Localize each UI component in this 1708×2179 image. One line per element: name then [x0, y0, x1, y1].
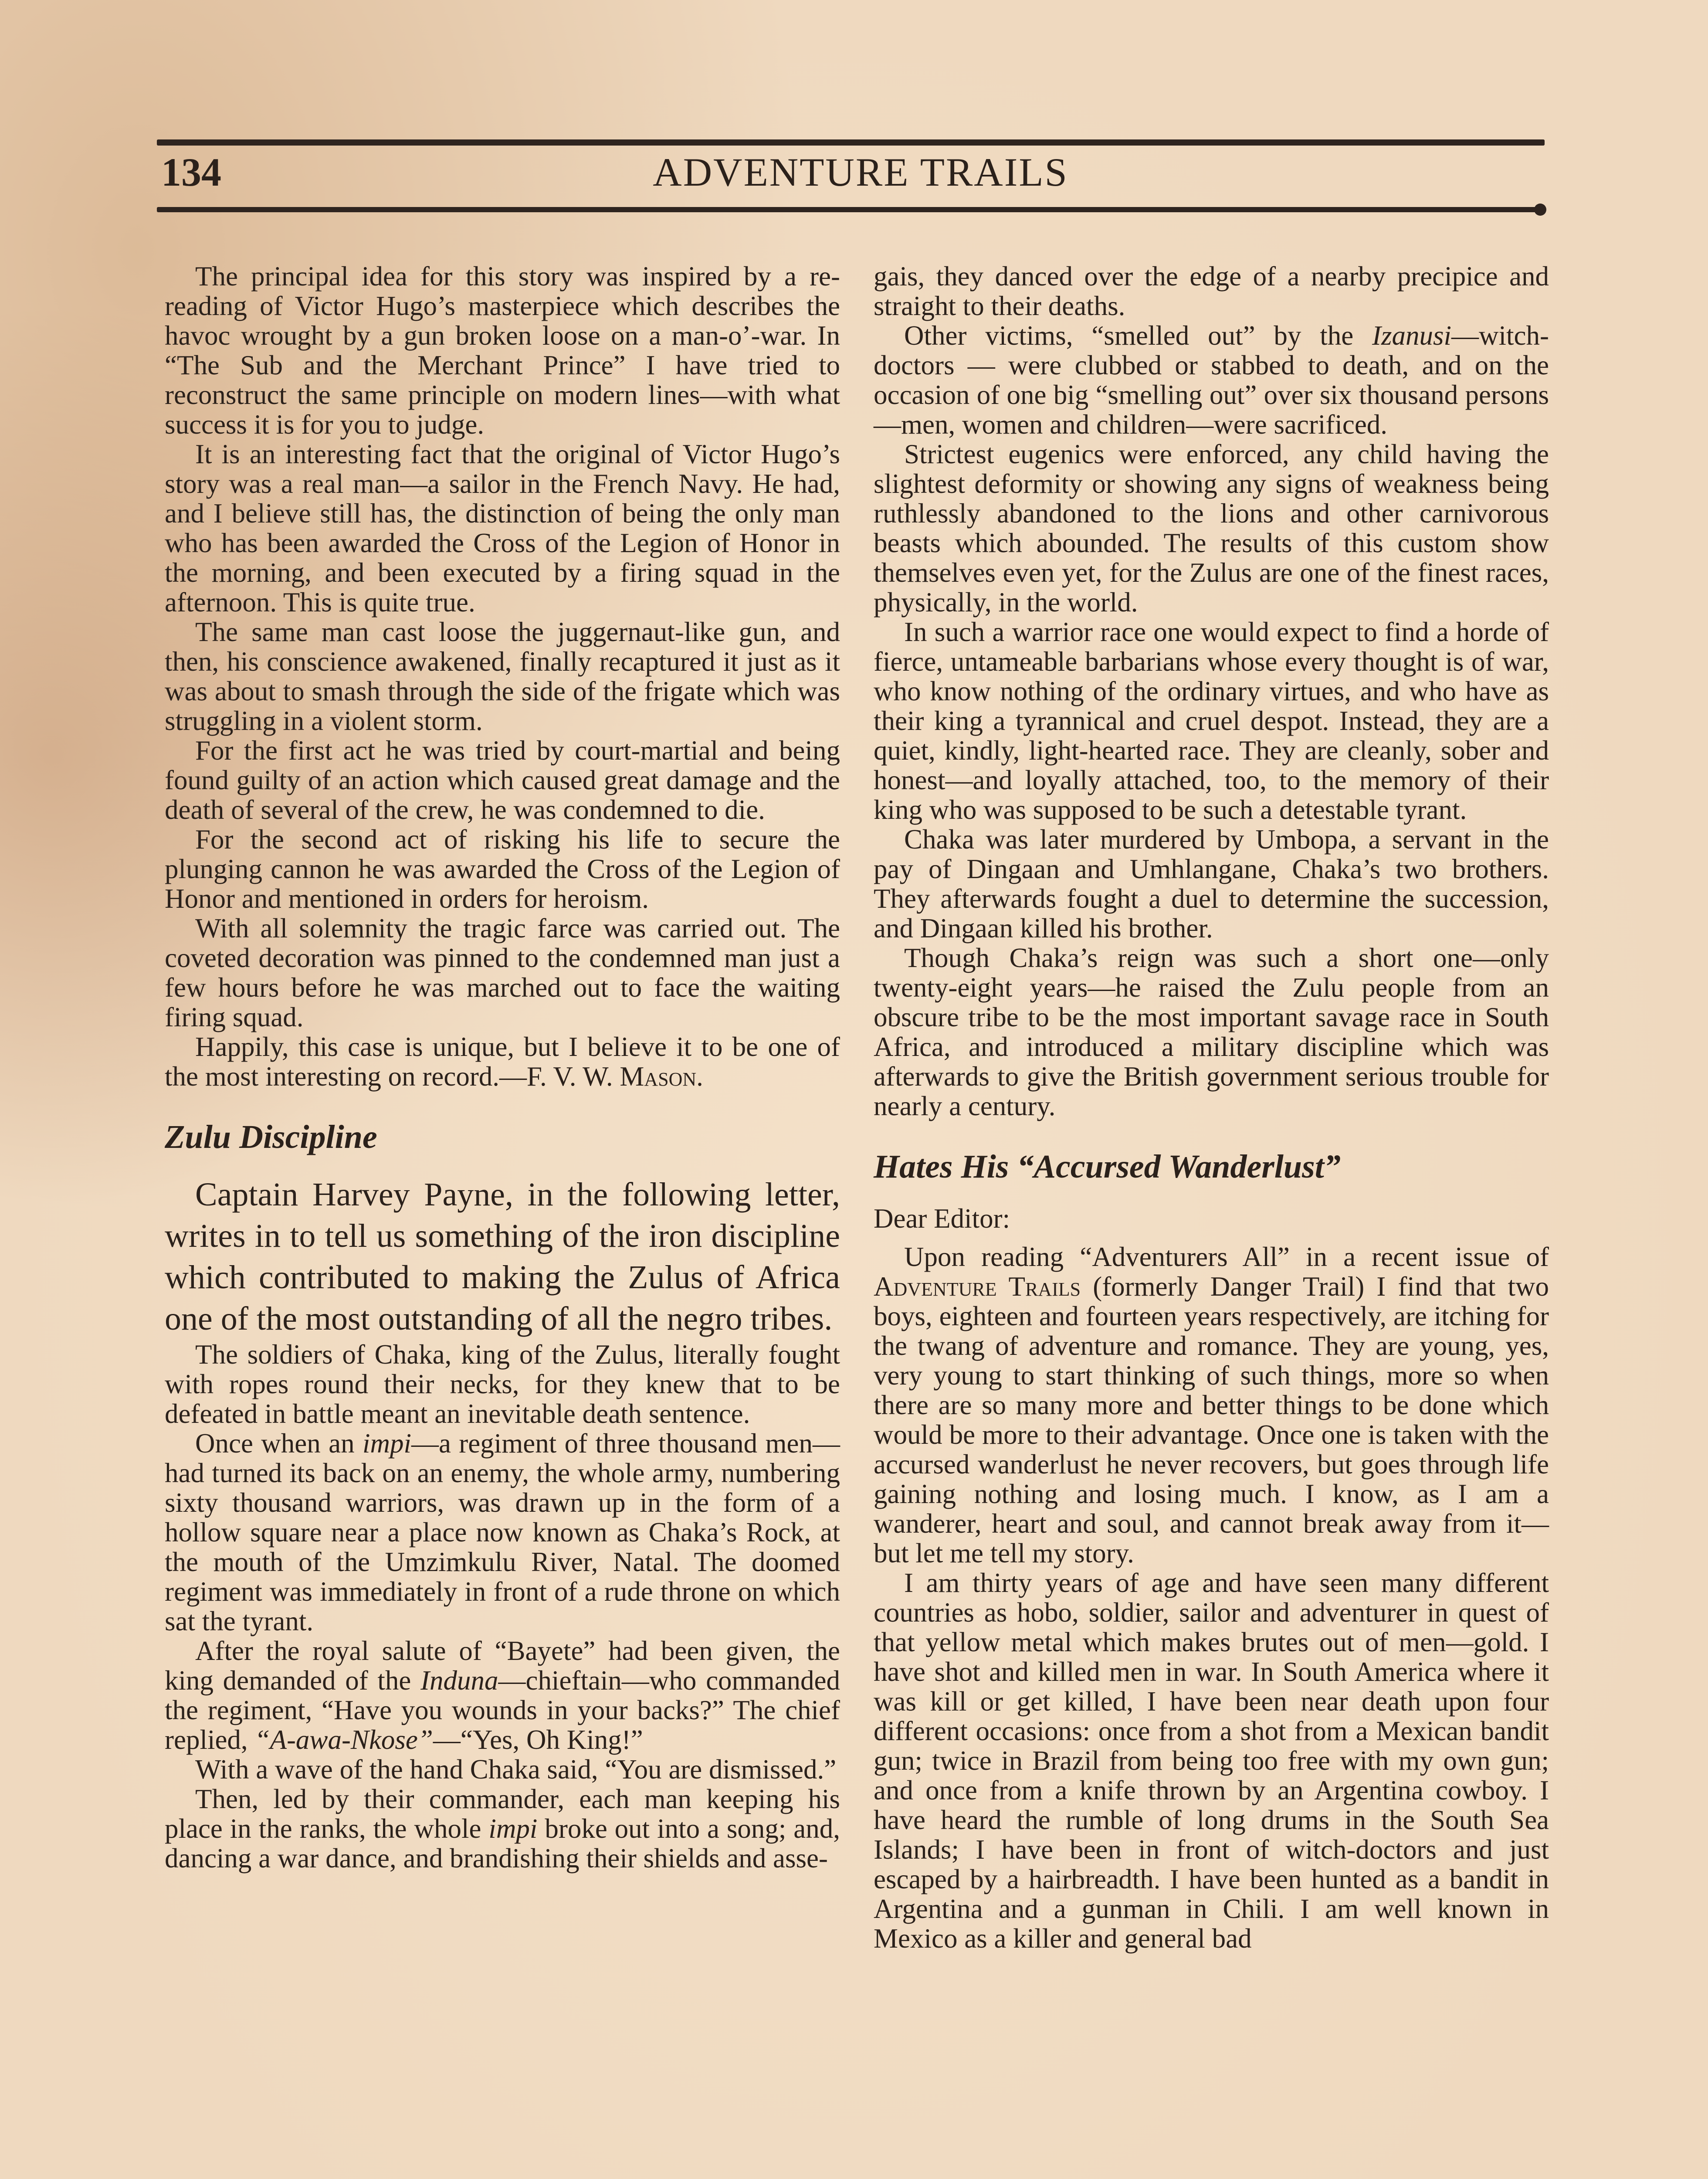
- paragraph: I am thirty years of age and have seen many different countries as hobo, soldier, sailor and adventurer in quest of that yellow metal which makes brutes out of men—gold. I have shot and killed men in war. In South America where it was kill or get killed, I have been near death upon four different occasions: once from a shot from a Mexican bandit gun; twice in Brazil from being too free with my own gun; and once from a knife thrown by an Argentina cowboy. I have heard the rumble of long drums in the South Sea Islands; I have been in front of witch-doctors and just escaped by a hairbreadth. I have been hunted as a bandit in Argentina and a gunman in Chili. I am well known in Mexico as a killer and general bad: [874, 1568, 1549, 1954]
- text-run: Other victims, “smelled out” by the: [904, 320, 1372, 351]
- text-run: —chieftain—who commanded the regiment, “Have you wounds in your backs?” The chief replied,: [165, 1665, 840, 1755]
- header-rule-bottom: [157, 207, 1545, 212]
- paragraph: The principal idea for this story was inspired by a re-reading of Victor Hugo’s masterpiece which describes the havoc wrought by a gun broken loose on a man-o’-war. In “The Sub and the Merchant Prince” I have tried to reconstruct the same principle on modern lines—with what success it is for you to judge.: [165, 261, 840, 440]
- running-head: ADVENTURE TRAILS: [653, 150, 1068, 194]
- paragraph: For the first act he was tried by court-martial and being found guilty of an action which caused great damage and the death of several of the crew, he was condemned to die.: [165, 735, 840, 825]
- text-run: —witch-doctors — were clubbed or stabbed to death, and on the occasion of one big “smelling out” over six thousand persons—men, women and children—were sacrificed.: [874, 320, 1549, 440]
- paragraph: [165, 1636, 840, 1755]
- right-column: [874, 261, 1549, 1953]
- paragraph: [165, 1784, 840, 1873]
- paragraph: [165, 1429, 840, 1636]
- paragraph: It is an interesting fact that the original of Victor Hugo’s story was a real man—a sailor in the French Navy. He had, and I believe still has, the distinction of being the only man who has been awarded the Cross of the Legion of Honor in the morning, and been executed by a firing squad in the afternoon. This is quite true.: [165, 439, 840, 618]
- page-number: 134: [161, 150, 221, 194]
- paragraph: [874, 321, 1549, 439]
- paragraph: Though Chaka’s reign was such a short one—only twenty-eight years—he raised the Zulu people from an obscure tribe to be the most important savage race in South Africa, and introduced a military discipline which was afterwards to give the British government serious trouble for nearly a century.: [874, 943, 1549, 1121]
- paragraph: [165, 1032, 840, 1091]
- paragraph: With all solemnity the tragic farce was carried out. The coveted decoration was pinned to the condemned man just a few hours before he was marched out to face the waiting firing squad.: [165, 913, 840, 1032]
- italic-term: impi: [488, 1813, 538, 1844]
- text-run: (formerly Danger Trail) I find that two boys, eighteen and fourteen years respectively, are itching for the twang of adventure and romance. They are young, yes, very young to start thinking of such things, more so when there are so many more and better things to be done which would be more to their advantage. Once one is taken with the accursed wanderlust he never recovers, but goes through life gaining nothing and losing much. I know, as I am a wanderer, heart and soul, and cannot break away from it—but let me tell my story.: [874, 1271, 1549, 1568]
- section-heading-zulu: Zulu Discipline: [165, 1119, 377, 1155]
- section-intro: Captain Harvey Payne, in the following letter, writes in to tell us something of the iron discipline which contributed to making the Zulus of Africa one of the most outstanding of all the negro tribes.: [165, 1176, 840, 1337]
- text-run: broke out into a song; and, dancing a war dance, and brandishing their shields and asse-: [165, 1813, 840, 1874]
- signature: Mason.: [620, 1061, 703, 1092]
- paragraph: The same man cast loose the juggernaut-like gun, and then, his conscience awakened, finally recaptured it just as it was about to smash through the side of the frigate which was struggling in a violent storm.: [165, 617, 840, 736]
- text-run: Once when an: [195, 1428, 363, 1459]
- italic-term: impi: [362, 1428, 411, 1459]
- section-heading-wanderlust: Hates His “Accursed Wanderlust”: [874, 1148, 1341, 1185]
- paragraph: gais, they danced over the edge of a nearby precipice and straight to their deaths.: [874, 261, 1549, 321]
- left-column: [165, 261, 840, 1873]
- paragraph: In such a warrior race one would expect to find a horde of fierce, untameable barbarians whose every thought is of war, who know nothing of the ordinary virtues, and who have as their king a tyrannical and cruel despot. Instead, they are a quiet, kindly, light-hearted race. They are cleanly, sober and honest—and loyally attached, too, to the memory of their king who was supposed to be such a detestable tyrant.: [874, 617, 1549, 825]
- italic-term: Izanusi: [1372, 320, 1452, 351]
- paragraph: With a wave of the hand Chaka said, “You are dismissed.”: [195, 1754, 837, 1785]
- text-run: Upon reading “Adventurers All” in a recent issue of: [904, 1242, 1549, 1272]
- text-run: Then, led by their commander, each man keeping his place in the ranks, the whole: [165, 1784, 840, 1844]
- paragraph: For the second act of risking his life to secure the plunging cannon he was awarded the Cross of the Legion of Honor and mentioned in orders for heroism.: [165, 824, 840, 914]
- text-run: Happily, this case is unique, but I believe it to be one of the most interesting on record.—F. V. W.: [165, 1032, 840, 1092]
- italic-term: Induna: [420, 1665, 498, 1696]
- text-run: —“Yes, Oh King!”: [433, 1724, 643, 1755]
- paragraph: The soldiers of Chaka, king of the Zulus, literally fought with ropes round their necks, for they knew that to be defeated in battle meant an inevitable death sentence.: [165, 1339, 840, 1429]
- magazine-name: Adventure Trails: [874, 1271, 1081, 1302]
- paragraph: Strictest eugenics were enforced, any child having the slightest deformity or showing any signs of weakness being ruthlessly abandoned to the lions and other carnivorous beasts which abounded. The results of this custom show themselves even yet, for the Zulus are one of the finest races, physically, in the world.: [874, 439, 1549, 618]
- salutation: Dear Editor:: [874, 1203, 1010, 1234]
- paragraph: Chaka was later murdered by Umbopa, a servant in the pay of Dingaan and Umhlangane, Chaka’s two brothers. They afterwards fought a duel to determine the succession, and Dingaan killed his brother.: [874, 824, 1549, 944]
- paragraph: [874, 1242, 1549, 1568]
- header-rule-top: [157, 139, 1545, 146]
- text-run: —a regiment of three thousand men—had turned its back on an enemy, the whole army, numbering sixty thousand warriors, was drawn up in the form of a hollow square near a place now known as Chaka’s Rock, at the mouth of the Umzimkulu River, Natal. The doomed regiment was immediately in front of a rude throne on which sat the tyrant.: [165, 1428, 840, 1636]
- text-run: After the royal salute of “Bayete” had been given, the king demanded of the: [165, 1636, 840, 1696]
- italic-term: “A-awa-Nkose”: [254, 1724, 433, 1755]
